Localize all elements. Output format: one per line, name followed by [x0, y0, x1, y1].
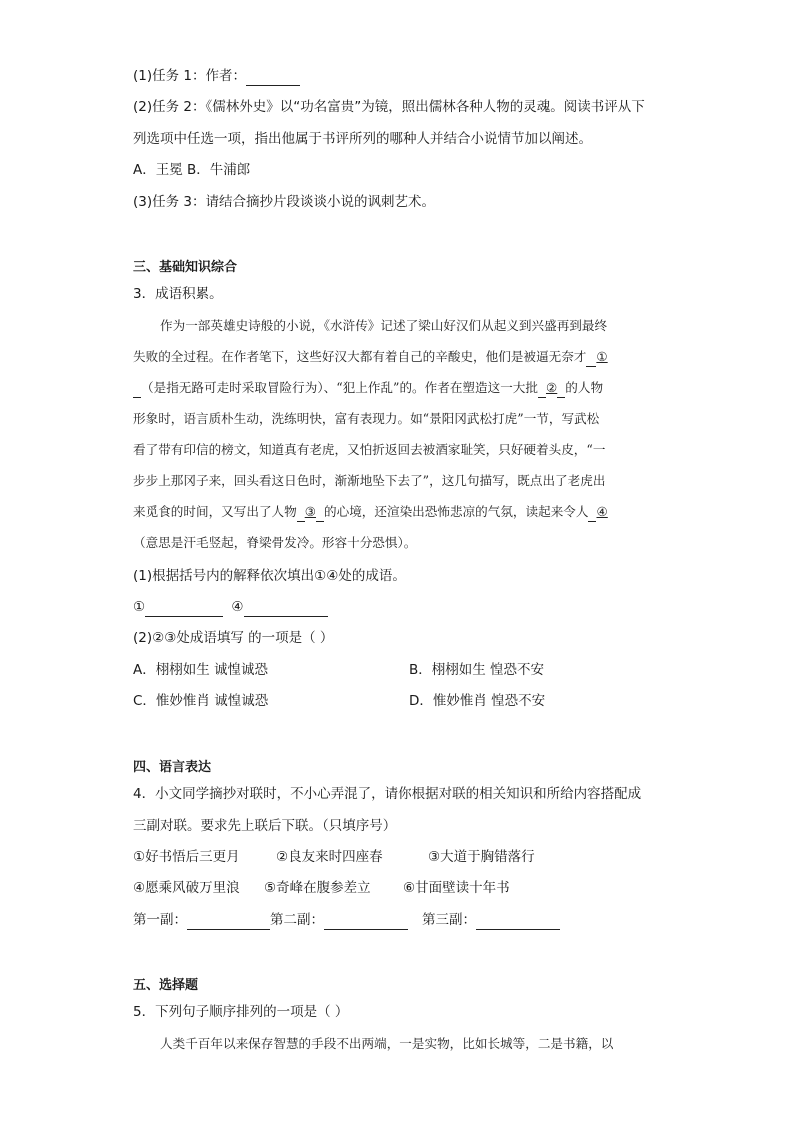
idiom-blank-1[interactable]	[145, 601, 223, 617]
question5-title: 5．下列句子顺序排列的一项是（ ）	[133, 1004, 349, 1020]
task2-line1: (2)任务 2：《儒林外史》以“功名富贵”为镜，照出儒林各种人物的灵魂。阅读书评从下	[133, 99, 645, 115]
couplet-blank-1[interactable]	[187, 914, 270, 930]
section4-heading: 四、语言表达	[133, 760, 212, 775]
sub-question-2: (2)②③处成语填写 的一项是（ ）	[133, 630, 334, 646]
couplet-blank-3[interactable]	[476, 914, 560, 930]
sub-question-1: (1)根据括号内的解释依次填出①④处的成语。	[133, 568, 406, 584]
section3-heading: 三、基础知识综合	[133, 260, 238, 275]
couplet-blank-2[interactable]	[324, 914, 408, 930]
choice-d[interactable]: D．惟妙惟肖 惶恐不安	[409, 693, 546, 709]
blank-marker-3: ③	[304, 504, 317, 519]
question5-passage-line-1: 人类千百年以来保存智慧的手段不出两端，一是实物，比如长城等，二是书籍，以	[160, 1036, 614, 1051]
question4-line2: 三副对联。要求先上联后下联。（只填序号）	[133, 818, 397, 834]
task1-answer-blank[interactable]	[246, 70, 300, 86]
idiom-blank-4[interactable]	[244, 601, 328, 617]
passage-line-5: 看了带有印信的榜文，知道真有老虎，又怕折返回去被酒家耻笑，只好硬着头皮，“一	[133, 442, 606, 457]
task2-line2: 列选项中任选一项，指出他属于书评所列的哪种人并结合小说情节加以阐述。	[133, 131, 592, 147]
blank-marker-1: ①	[596, 349, 608, 364]
question4-line1: 4．小文同学摘抄对联时，不小心弄混了，请你根据对联的相关知识和所给内容搭配成	[133, 786, 642, 802]
blank-marker-4: ④	[596, 504, 608, 519]
passage-line-8: （意思是汗毛竖起，脊梁骨发冷。形容十分恐惧）。	[133, 535, 417, 550]
passage-line-6: 步步上那冈子来，回头看这日色时，渐渐地坠下去了”，这几句描写，既点出了老虎出	[133, 473, 606, 488]
passage-line-7: 来觅食的时间，又写出了人物 ③ 的心境，还渲染出恐怖悲凉的气氛，读起来令人 ④	[133, 502, 661, 522]
couplet-item-2: ②良友来时四座春	[276, 849, 383, 865]
task2-options: A．王冕 B．牛浦郎	[133, 162, 251, 178]
passage-line-4: 形象时，语言质朴生动，洗练明快，富有表现力。如“景阳冈武松打虎”一节，写武松	[133, 411, 600, 426]
task1-line: (1)任务 1：作者：	[133, 66, 300, 86]
couplet-answer-line: 第一副： 第二副： 第三副：	[133, 910, 560, 930]
couplet-item-4: ④愿乘风破万里浪	[133, 880, 240, 896]
section5-heading: 五、选择题	[133, 978, 199, 993]
couplet-item-1: ①好书悟后三更月	[133, 849, 240, 865]
sub-question-1-blanks: ① ④	[133, 597, 328, 617]
choice-c[interactable]: C．惟妙惟肖 诚惶诚恐	[133, 693, 269, 709]
passage-line-2: 失败的全过程。在作者笔下，这些好汉大都有着自己的辛酸史，他们是被逼无奈才 ①	[133, 347, 661, 367]
passage-line-3: （是指无路可走时采取冒险行为）、“犯上作乱”的。作者在塑造这一大批 ② 的人物	[133, 378, 661, 398]
couplet-item-6: ⑥甘面壁读十年书	[403, 880, 510, 896]
choice-b[interactable]: B．栩栩如生 惶恐不安	[409, 662, 545, 678]
choice-a[interactable]: A．栩栩如生 诚惶诚恐	[133, 662, 269, 678]
passage-line-1: 作为一部英雄史诗般的小说，《水浒传》记述了梁山好汉们从起义到兴盛再到最终	[160, 318, 608, 333]
couplet-item-3: ③大道于胸错落行	[428, 849, 535, 865]
question3-title: 3．成语积累。	[133, 286, 223, 302]
blank-marker-2: ②	[545, 380, 558, 395]
couplet-item-5: ⑤奇峰在腹参差立	[264, 880, 371, 896]
task3-line: (3)任务 3：请结合摘抄片段谈谈小说的讽刺艺术。	[133, 194, 436, 210]
